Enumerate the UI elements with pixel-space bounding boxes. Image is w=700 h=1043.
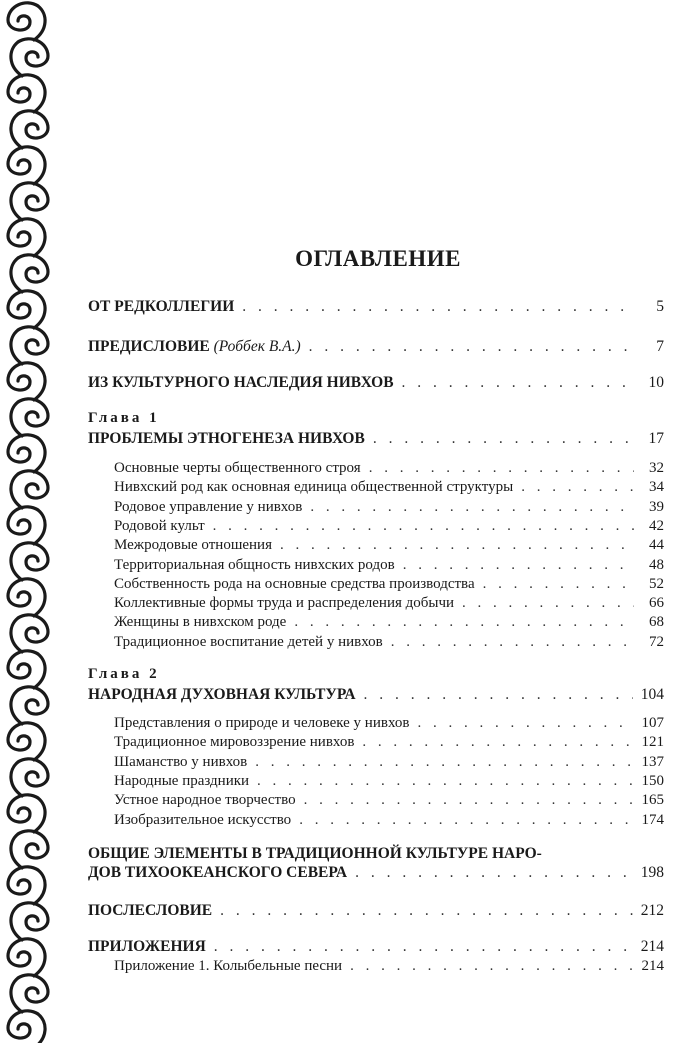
spiral-ornament xyxy=(8,867,38,894)
spiral-ornament xyxy=(18,831,48,858)
spiral-ornament xyxy=(8,147,38,174)
toc-entry-heritage[interactable] xyxy=(88,374,664,392)
spiral-ornament xyxy=(8,939,38,966)
spiral-ornament xyxy=(8,1011,38,1038)
spiral-hook xyxy=(34,654,45,688)
entry-page: 165 xyxy=(641,792,664,809)
entry-label: Родовое управление у нивхов xyxy=(114,498,303,515)
toc-subentry[interactable] xyxy=(114,634,664,651)
toc-subentry[interactable] xyxy=(114,754,664,771)
entry-label: ИЗ КУЛЬТУРНОГО НАСЛЕДИЯ НИВХОВ xyxy=(88,374,394,391)
toc-entry-chapter-2[interactable] xyxy=(88,686,664,704)
spiral-ornament xyxy=(8,651,38,678)
entry-label: Представления о природе и человеке у нивхов xyxy=(114,715,410,731)
leader-dots xyxy=(364,686,633,704)
toc-subentry[interactable] xyxy=(114,595,664,612)
spiral-ornament xyxy=(8,723,38,750)
entry-page: 42 xyxy=(649,517,664,534)
entry-label: Территориальная общность нивхских родов xyxy=(114,556,395,573)
spiral-hook xyxy=(11,690,22,724)
spiral-hook xyxy=(34,294,45,328)
toc-subentry[interactable] xyxy=(114,792,664,809)
spiral-ornament xyxy=(18,327,48,354)
entry-label: ПРОБЛЕМЫ ЭТНОГЕНЕЗА НИВХОВ xyxy=(88,430,365,447)
spiral-hook xyxy=(11,330,22,364)
chapter-2-label: Глава 2 xyxy=(88,666,160,682)
toc-entry-common-line-1[interactable]: ОБЩИЕ ЭЛЕМЕНТЫ В ТРАДИЦИОННОЙ КУЛЬТУРЕ НАРО- xyxy=(88,845,542,862)
entry-page: 137 xyxy=(641,753,664,770)
entry-page: 32 xyxy=(649,460,664,476)
entry-page: 34 xyxy=(649,479,664,496)
spiral-hook xyxy=(34,798,45,832)
spiral-ornament xyxy=(8,363,38,390)
toc-subentry[interactable] xyxy=(114,958,664,975)
entry-label: Межродовые отношения xyxy=(114,537,272,554)
spiral-hook xyxy=(34,1014,45,1043)
spiral-hook xyxy=(34,150,45,184)
entry-page: 214 xyxy=(640,938,664,955)
toc-subentry[interactable] xyxy=(114,518,664,535)
entry-label: Родовой культ xyxy=(114,517,205,534)
entry-label: ДОВ ТИХООКЕАНСКОГО СЕВЕРА xyxy=(88,864,348,881)
entry-label: Устное народное творчество xyxy=(114,792,296,809)
toc-entry-afterword[interactable] xyxy=(88,902,664,920)
toc-subentry[interactable] xyxy=(114,460,664,477)
spiral-ornament xyxy=(8,795,38,822)
leader-dots xyxy=(304,792,634,809)
entry-label: Народные праздники xyxy=(114,772,250,789)
entry-author: (Роббек В.А.) xyxy=(213,338,301,355)
entry-page: 212 xyxy=(640,902,664,919)
leader-dots xyxy=(373,430,634,448)
toc-page xyxy=(88,0,668,1043)
spiral-hook xyxy=(11,834,22,868)
entry-label: ПОСЛЕСЛОВИЕ xyxy=(88,902,213,919)
entry-label: НАРОДНАЯ ДУХОВНАЯ КУЛЬТУРА xyxy=(88,686,356,703)
toc-subentry[interactable] xyxy=(114,499,664,516)
spiral-hook xyxy=(11,762,22,796)
leader-dots xyxy=(369,460,634,477)
spiral-hook xyxy=(34,6,45,40)
spiral-hook xyxy=(11,906,22,940)
leader-dots xyxy=(214,938,633,956)
spiral-hook xyxy=(34,366,45,400)
entry-label: ПРИЛОЖЕНИЯ xyxy=(88,938,206,955)
entry-label: ПРЕДИСЛОВИЕ xyxy=(88,338,210,355)
entry-label: Основные черты общественного строя xyxy=(114,460,361,476)
leader-dots xyxy=(483,576,634,593)
leader-dots xyxy=(462,595,634,612)
entry-page: 121 xyxy=(641,734,664,751)
spiral-hook xyxy=(11,474,22,508)
entry-page: 104 xyxy=(640,686,664,703)
toc-subentry[interactable] xyxy=(114,576,664,593)
spiral-ornament xyxy=(8,3,38,30)
spiral-ornament xyxy=(18,255,48,282)
spiral-hook xyxy=(34,870,45,904)
toc-subentry[interactable] xyxy=(114,479,664,496)
spiral-hook xyxy=(11,186,22,220)
spiral-ornament xyxy=(18,399,48,426)
toc-subentry[interactable] xyxy=(114,734,664,751)
toc-entry-appendices[interactable] xyxy=(88,938,664,956)
entry-page: 44 xyxy=(649,537,664,554)
spiral-ornament xyxy=(8,579,38,606)
toc-subentry[interactable] xyxy=(114,715,664,732)
spiral-hook xyxy=(11,114,22,148)
entry-page: 72 xyxy=(649,633,664,650)
entry-page: 68 xyxy=(649,614,664,631)
spiral-ornament xyxy=(8,75,38,102)
spiral-ornament xyxy=(18,975,48,1002)
entry-label: Собственность рода на основные средства производства xyxy=(114,575,475,592)
entry-label: Нивхский род как основная единица общественной структуры xyxy=(114,479,514,496)
spiral-hook xyxy=(11,402,22,436)
leader-dots xyxy=(257,773,633,790)
leader-dots xyxy=(391,634,634,651)
spiral-hook xyxy=(34,222,45,256)
entry-page: 174 xyxy=(641,811,664,828)
spiral-hook xyxy=(34,78,45,112)
leader-dots xyxy=(299,812,633,829)
entry-page: 150 xyxy=(641,772,664,789)
leader-dots xyxy=(417,715,633,732)
leader-dots xyxy=(213,518,634,535)
spiral-hook xyxy=(11,978,22,1012)
entry-page: 39 xyxy=(649,498,664,515)
spiral-hook xyxy=(34,942,45,976)
spiral-hook xyxy=(34,726,45,760)
spiral-hook xyxy=(11,618,22,652)
leader-dots xyxy=(362,734,633,751)
toc-entry-common[interactable] xyxy=(88,864,664,882)
spiral-ornament xyxy=(8,435,38,462)
entry-page: 198 xyxy=(640,864,664,881)
spiral-hook xyxy=(34,438,45,472)
entry-page: 5 xyxy=(656,298,664,315)
leader-dots xyxy=(350,958,633,975)
entry-label: Традиционное мировоззрение нивхов xyxy=(114,734,355,751)
entry-label: Шаманство у нивхов xyxy=(114,753,248,770)
toc-entry-foreword[interactable] xyxy=(88,338,664,356)
chapter-1-label: Глава 1 xyxy=(88,410,160,426)
spiral-ornament xyxy=(18,183,48,210)
spiral-ornament xyxy=(18,759,48,786)
leader-dots xyxy=(309,338,634,356)
entry-label: Традиционное воспитание детей у нивхов xyxy=(114,633,383,650)
entry-label: Приложение 1. Колыбельные песни xyxy=(114,958,343,974)
entry-page: 10 xyxy=(648,374,664,391)
toc-entry-chapter-1[interactable] xyxy=(88,430,664,448)
entry-label: ОТ РЕДКОЛЛЕГИИ xyxy=(88,298,235,315)
page-title: ОГЛАВЛЕНИЕ xyxy=(295,246,461,271)
toc-subentry[interactable] xyxy=(114,557,664,574)
spiral-ornament xyxy=(18,615,48,642)
leader-dots xyxy=(310,499,634,516)
entry-page: 17 xyxy=(648,430,664,447)
entry-page: 107 xyxy=(641,715,664,731)
spiral-ornament xyxy=(18,39,48,66)
spiral-hook xyxy=(34,510,45,544)
decorative-spiral-border xyxy=(0,0,60,1043)
leader-dots xyxy=(521,479,634,496)
entry-label: Коллективные формы труда и распределения добычи xyxy=(114,595,455,612)
toc-subentry[interactable] xyxy=(114,773,664,790)
toc-subentry[interactable] xyxy=(114,614,664,631)
leader-dots xyxy=(242,298,634,316)
leader-dots xyxy=(355,864,633,882)
spiral-hook xyxy=(11,42,22,76)
spiral-ornament xyxy=(8,219,38,246)
leader-dots xyxy=(220,902,633,920)
toc-subentry[interactable] xyxy=(114,537,664,554)
toc-subentry[interactable] xyxy=(114,812,664,829)
leader-dots xyxy=(402,374,634,392)
spiral-hook xyxy=(34,582,45,616)
entry-page: 7 xyxy=(656,338,664,355)
spiral-ornament xyxy=(18,903,48,930)
leader-dots xyxy=(255,754,633,771)
spiral-ornament xyxy=(18,111,48,138)
spiral-ornament xyxy=(8,291,38,318)
entry-page: 66 xyxy=(649,595,664,612)
spiral-ornament xyxy=(18,687,48,714)
spiral-hook xyxy=(11,546,22,580)
spiral-ornament xyxy=(8,507,38,534)
spiral-ornament xyxy=(18,543,48,570)
toc-entry-editorial[interactable] xyxy=(88,298,664,316)
entry-page: 214 xyxy=(641,958,664,974)
leader-dots xyxy=(280,537,634,554)
entry-label: Женщины в нивхском роде xyxy=(114,614,287,631)
entry-page: 52 xyxy=(649,575,664,592)
entry-label: Изобразительное искусство xyxy=(114,811,292,828)
entry-page: 48 xyxy=(649,556,664,573)
leader-dots xyxy=(294,614,634,631)
spiral-hook xyxy=(11,258,22,292)
leader-dots xyxy=(403,557,634,574)
spiral-ornament xyxy=(18,471,48,498)
